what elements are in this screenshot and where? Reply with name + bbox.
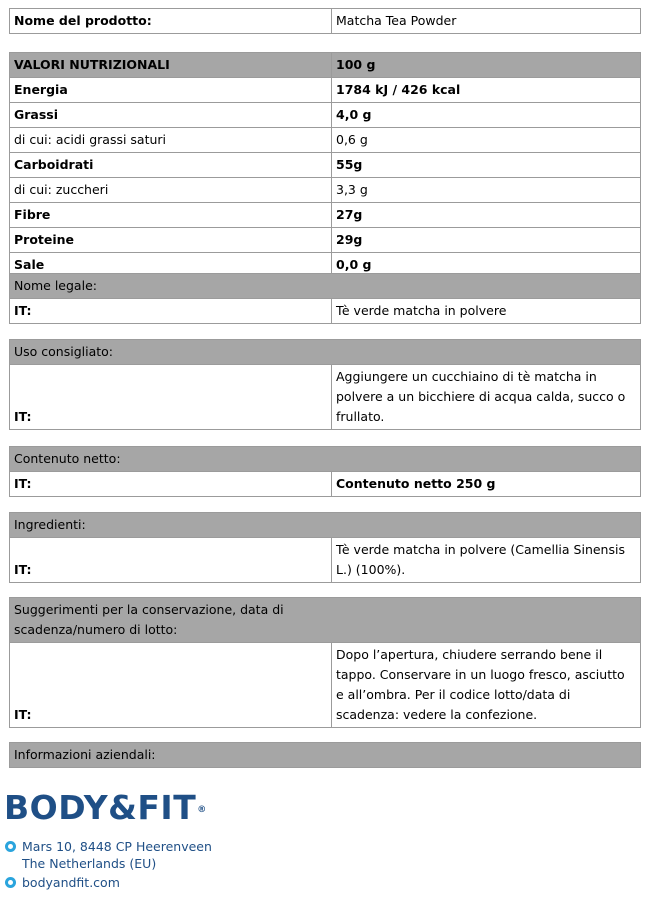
legal-name-table	[9, 273, 641, 324]
nutrient-value: 0,6 g	[332, 128, 641, 153]
logo-registered-mark: ®	[197, 805, 207, 815]
net-content-title: Contenuto netto:	[10, 447, 641, 472]
legal-name-title: Nome legale:	[10, 274, 641, 299]
nutrition-row	[10, 128, 641, 153]
nutrient-label: di cui: zuccheri	[10, 178, 332, 203]
address-line-2: The Netherlands (EU)	[22, 856, 157, 871]
nutrition-row	[10, 78, 641, 103]
nutrient-label: Sale	[10, 253, 332, 278]
nutrient-label: Proteine	[10, 228, 332, 253]
nutrient-value: 3,3 g	[332, 178, 641, 203]
nutrition-table	[9, 52, 641, 278]
nutrient-value: 27g	[332, 203, 641, 228]
bodyfit-logo	[4, 788, 207, 828]
ingredients-value: Tè verde matcha in polvere (Camellia Sinensis L.) (100%).	[332, 538, 641, 583]
nutrient-value: 0,0 g	[332, 253, 641, 278]
storage-table	[9, 597, 641, 728]
company-title: Informazioni aziendali:	[10, 743, 641, 768]
website-link[interactable]: bodyandfit.com	[22, 875, 120, 890]
product-name-label: Nome del prodotto:	[10, 9, 332, 34]
nutrient-value: 1784 kJ / 426 kcal	[332, 78, 641, 103]
nutrition-row	[10, 103, 641, 128]
address-line-1-text: Mars 10, 8448 CP Heerenveen	[22, 839, 212, 854]
storage-value: Dopo l’apertura, chiudere serrando bene il tappo. Conservare in un luogo fresco, asciutto e all’ombra. Per il codice lotto/data di scadenza: vedere la confezione.	[332, 643, 641, 728]
nutrient-value: 29g	[332, 228, 641, 253]
nutrition-row	[10, 203, 641, 228]
location-pin-icon	[5, 841, 16, 852]
usage-table	[9, 339, 641, 430]
website-row	[5, 874, 120, 891]
nutrition-row	[10, 228, 641, 253]
logo-text: BODY&FIT	[4, 788, 197, 827]
nutrient-label: Fibre	[10, 203, 332, 228]
net-content-lang: IT:	[10, 472, 332, 497]
net-content-table	[9, 446, 641, 497]
nutrient-value: 4,0 g	[332, 103, 641, 128]
address-line-1	[5, 838, 212, 855]
storage-title: Suggerimenti per la conservazione, data di scadenza/numero di lotto:	[10, 598, 641, 643]
legal-name-lang: IT:	[10, 299, 332, 324]
nutrient-value: 55g	[332, 153, 641, 178]
usage-lang: IT:	[10, 365, 332, 430]
globe-icon	[5, 877, 16, 888]
net-content-value: Contenuto netto 250 g	[332, 472, 641, 497]
nutrition-header-value: 100 g	[332, 53, 641, 78]
nutrition-header-label: VALORI NUTRIZIONALI	[10, 53, 332, 78]
usage-value: Aggiungere un cucchiaino di tè matcha in polvere a un bicchiere di acqua calda, succo o frullato.	[332, 365, 641, 430]
ingredients-title: Ingredienti:	[10, 513, 641, 538]
nutrient-label: Grassi	[10, 103, 332, 128]
nutrient-label: Carboidrati	[10, 153, 332, 178]
usage-title: Uso consigliato:	[10, 340, 641, 365]
product-name-table	[9, 8, 641, 34]
legal-name-value: Tè verde matcha in polvere	[332, 299, 641, 324]
nutrient-label: di cui: acidi grassi saturi	[10, 128, 332, 153]
company-table	[9, 742, 641, 768]
ingredients-lang: IT:	[10, 538, 332, 583]
storage-lang: IT:	[10, 643, 332, 728]
nutrition-row	[10, 178, 641, 203]
product-name-value: Matcha Tea Powder	[332, 9, 641, 34]
ingredients-table	[9, 512, 641, 583]
nutrient-label: Energia	[10, 78, 332, 103]
nutrition-row	[10, 153, 641, 178]
